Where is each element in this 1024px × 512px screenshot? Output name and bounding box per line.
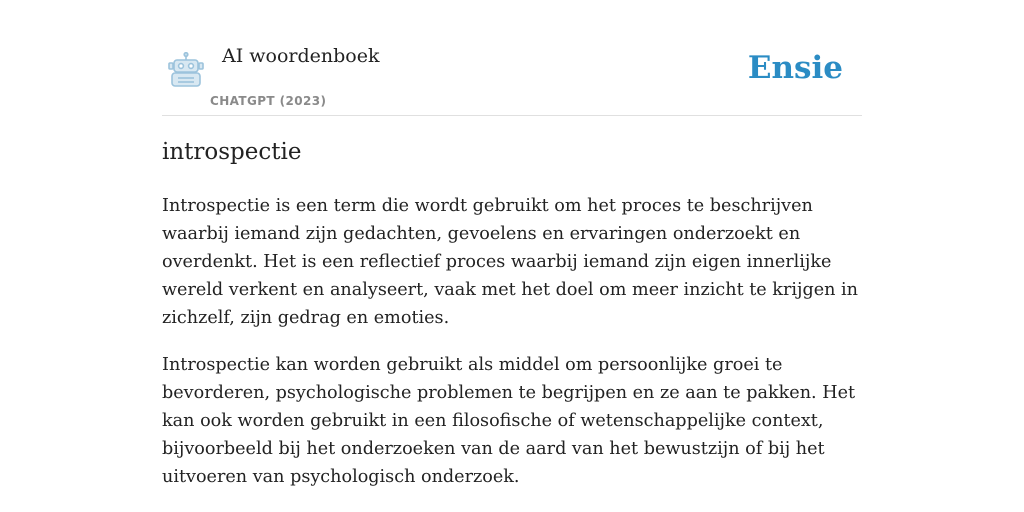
- entry-definition: [162, 192, 862, 510]
- robot-icon: [166, 52, 206, 88]
- definition-paragraph: Introspectie kan worden gebruikt als middel om persoonlijke groei te bevorderen, psychologische problemen te begrijpen en ze aan te pakken. Het kan ook worden gebruikt in een filosofische of wetenschappelijke context, bijvoorbeeld bij het onderzoeken van de aard van het bewustzijn of bij het uitvoeren van psychologisch onderzoek.: [162, 355, 856, 487]
- dictionary-name[interactable]: AI woordenboek: [222, 45, 380, 67]
- entry-header: [162, 0, 862, 116]
- source-label: CHATGPT (2023): [210, 94, 327, 108]
- definition-paragraph: Introspectie is een term die wordt gebruikt om het proces te beschrijven waarbij iemand zijn gedachten, gevoelens en ervaringen onderzoekt en overdenkt. Het is een reflectief proces waarbij iemand zijn eigen innerlijke wereld verkent en analyseert, vaak met het doel om meer inzicht te krijgen in zichzelf, zijn gedrag en emoties.: [162, 196, 859, 328]
- entry-term: introspectie: [162, 139, 302, 165]
- entry-card: [162, 0, 862, 487]
- brand-logo[interactable]: Ensie: [747, 50, 843, 86]
